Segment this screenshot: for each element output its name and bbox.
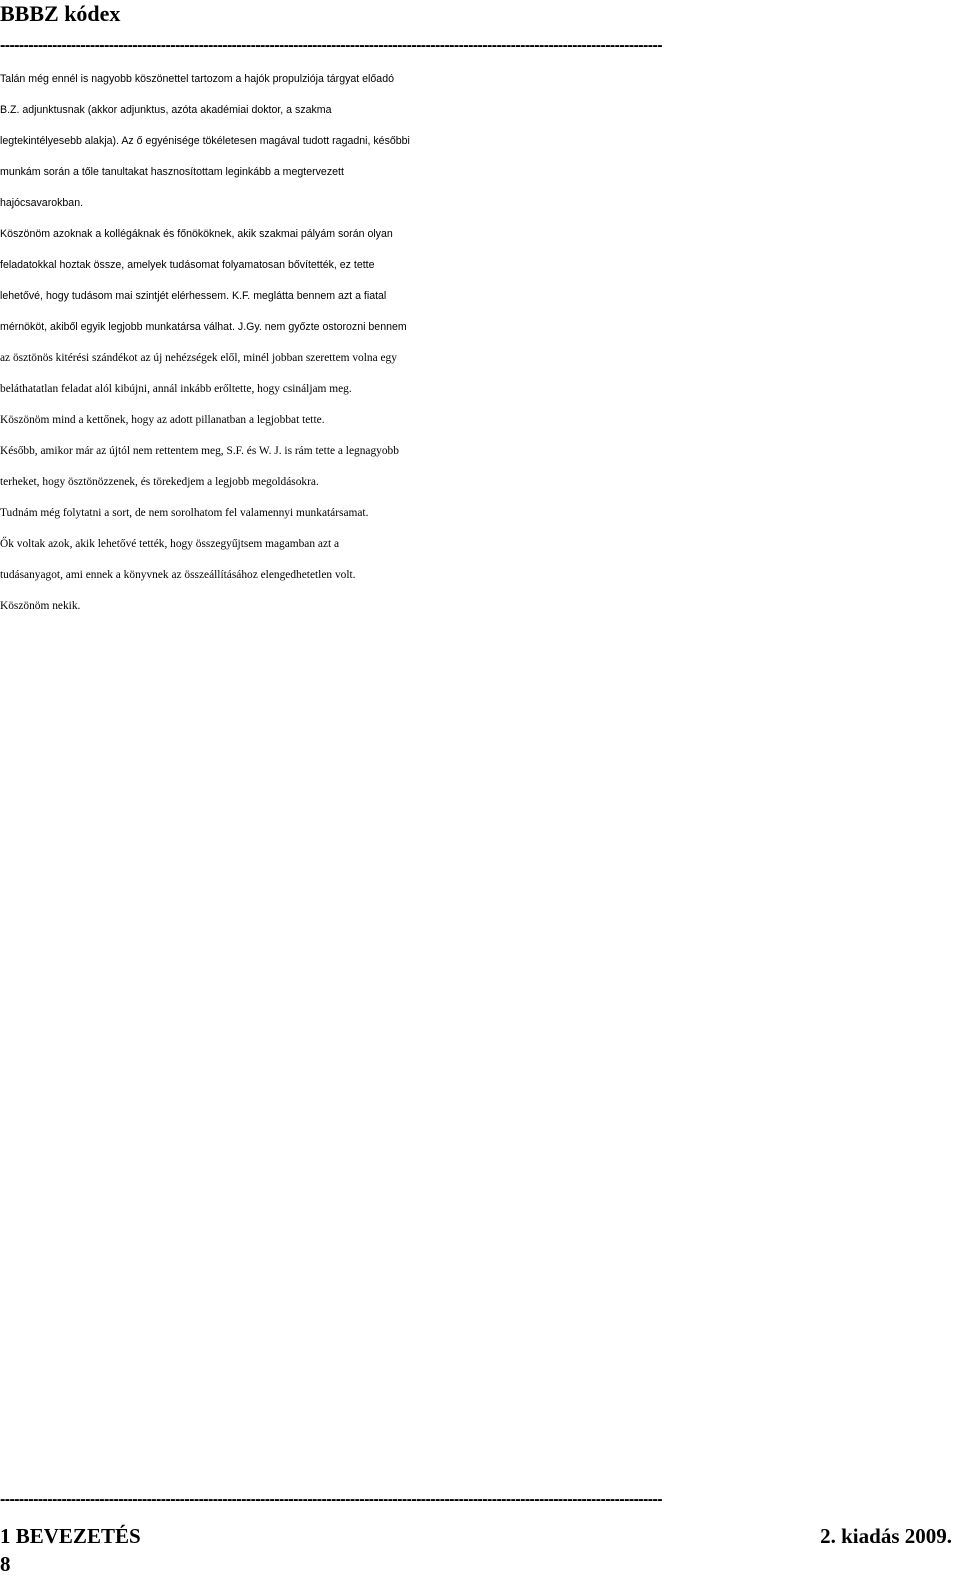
footer-edition: 2. kiadás 2009. — [820, 1524, 952, 1548]
text-line: Később, amikor már az újtól nem rettentem meg, S.F. és W. J. is rám tette a legnagyobb — [0, 445, 399, 457]
text-line: Köszönöm nekik. — [0, 600, 81, 612]
text-line: mérnököt, akiből egyik legjobb munkatársa válhat. J.Gy. nem győzte ostorozni bennem — [0, 321, 407, 333]
text-line: Köszönöm mind a kettőnek, hogy az adott pillanatban a legjobbat tette. — [0, 414, 325, 426]
text-line: legtekintélyesebb alakja). Az ő egyénisége tökéletesen magával tudott ragadni, későbbi — [0, 135, 410, 147]
body-text — [0, 64, 960, 622]
text-line: az ösztönös kitérési szándékot az új nehézségek elől, minél jobban szerettem volna egy — [0, 352, 397, 364]
text-line: B.Z. adjunktusnak (akkor adjunktus, azóta akadémiai doktor, a szakma — [0, 104, 332, 116]
footer-divider: -------------------------------------------------------------------------------------------------------------------------------------------- — [0, 1492, 662, 1508]
document-title: BBBZ kódex — [0, 1, 121, 26]
text-line: tudásanyagot, ami ennek a könyvnek az összeállításához elengedhetetlen volt. — [0, 569, 356, 581]
page-number: 8 — [0, 1552, 11, 1576]
header-divider: -------------------------------------------------------------------------------------------------------------------------------------------- — [0, 38, 662, 54]
text-line: beláthatatlan feladat alól kibújni, annál inkább erőltette, hogy csináljam meg. — [0, 383, 352, 395]
text-line: Tudnám még folytatni a sort, de nem sorolhatom fel valamennyi munkatársamat. — [0, 507, 369, 519]
text-line: munkám során a tőle tanultakat hasznosítottam leginkább a megtervezett — [0, 166, 344, 178]
text-line: Köszönöm azoknak a kollégáknak és főnököknek, akik szakmai pályám során olyan — [0, 228, 393, 240]
text-line: terheket, hogy ösztönözzenek, és törekedjem a legjobb megoldásokra. — [0, 476, 319, 488]
text-line: Talán még ennél is nagyobb köszönettel tartozom a hajók propulziója tárgyat előadó — [0, 73, 394, 85]
text-line: feladatokkal hoztak össze, amelyek tudásomat folyamatosan bővítették, ez tette — [0, 259, 375, 271]
text-line: hajócsavarokban. — [0, 197, 84, 209]
text-line: Ők voltak azok, akik lehetővé tették, hogy összegyűjtsem magamban azt a — [0, 538, 340, 550]
text-line: lehetővé, hogy tudásom mai szintjét elérhessem. K.F. meglátta bennem azt a fiatal — [0, 290, 387, 302]
footer-chapter: 1 BEVEZETÉS — [0, 1524, 141, 1548]
